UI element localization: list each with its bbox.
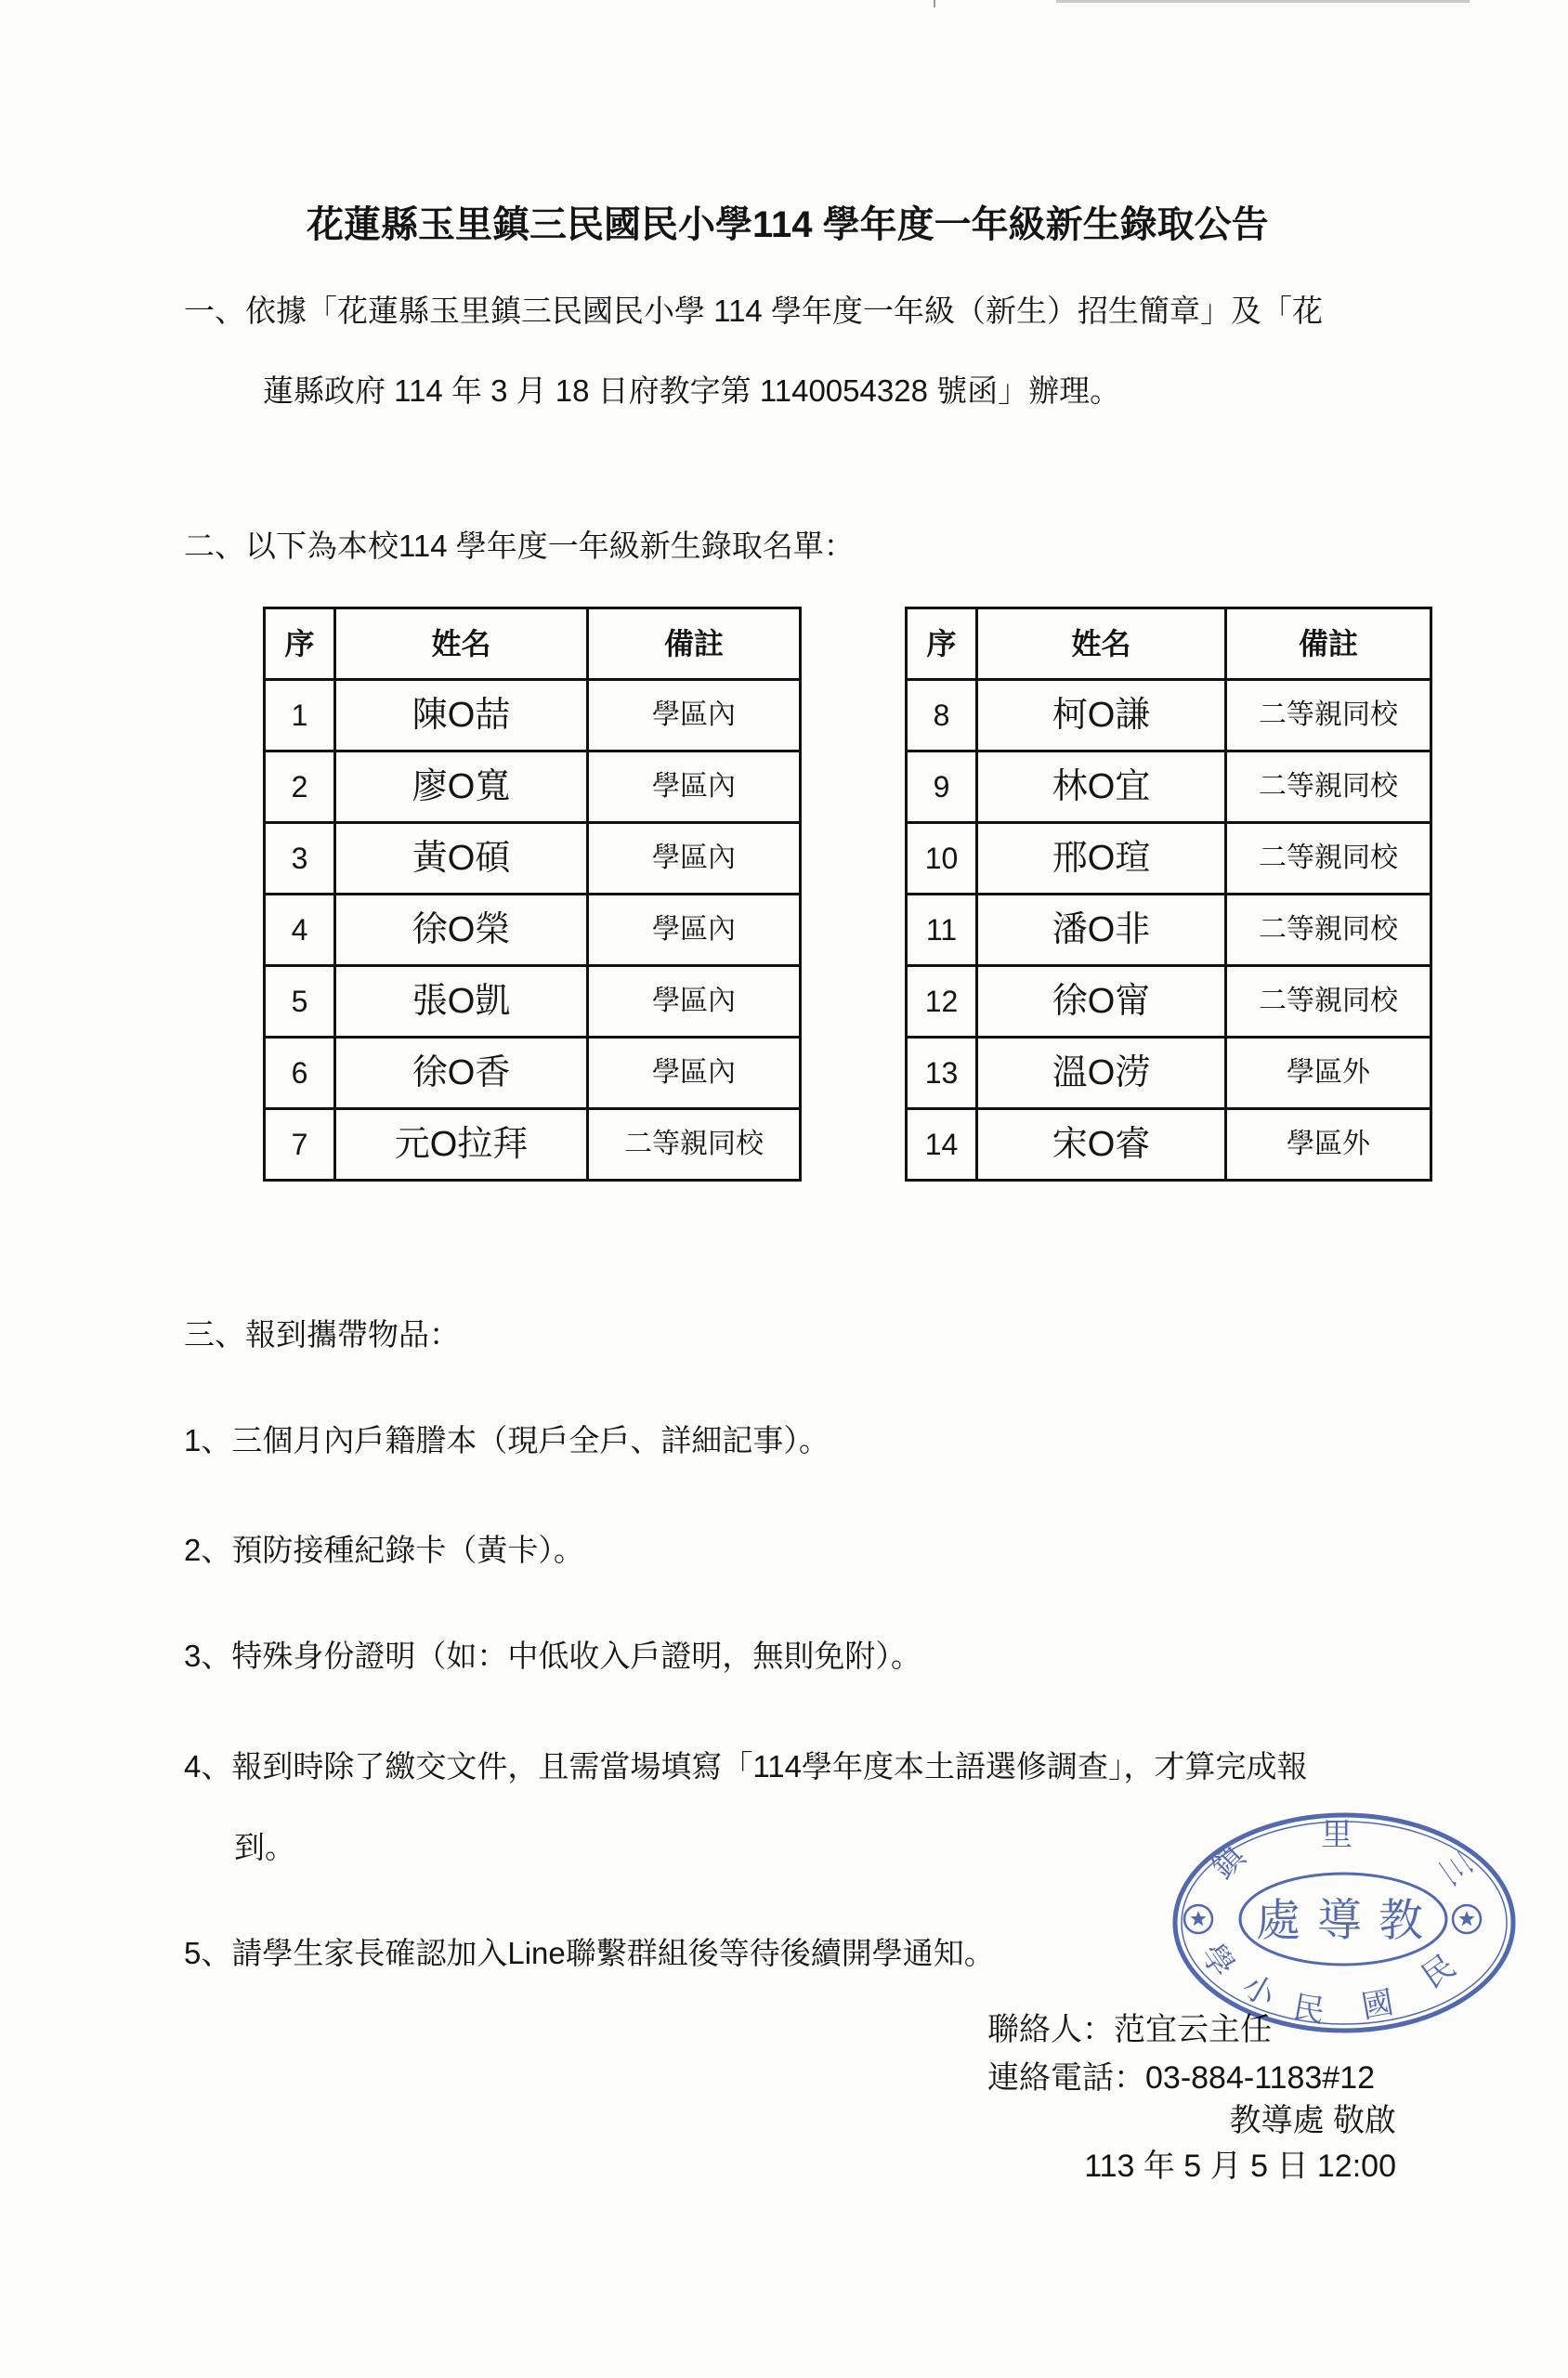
contact-person: 聯絡人：范宜云主任 (987, 2012, 1272, 2047)
admission-table-left (263, 607, 802, 1182)
table-row (265, 1109, 801, 1181)
column-header-note: 備註 (588, 608, 801, 680)
table-header-row (907, 608, 1431, 680)
list-item: 1、三個月內戶籍謄本（現戶全戶、詳細記事）。 (184, 1423, 830, 1457)
seal-center-text: 處導教 (1255, 1896, 1441, 1946)
admission-note-cell: 學區內 (588, 680, 801, 751)
admission-table-right (905, 607, 1432, 1182)
table-row (907, 966, 1431, 1038)
scan-edge-mark (934, 0, 935, 7)
column-header-number: 序 (265, 608, 335, 680)
section2-heading: 二、以下為本校114 學年度一年級新生錄取名單： (184, 529, 855, 563)
student-name-cell: 徐O榮 (335, 895, 588, 966)
student-name-cell: 潘O非 (977, 895, 1226, 966)
admission-note-cell: 二等親同校 (588, 1109, 801, 1181)
admission-note-cell: 學區內 (588, 895, 801, 966)
admission-note-cell: 二等親同校 (1226, 966, 1431, 1038)
student-name-cell: 柯O謙 (977, 680, 1226, 751)
seal-ring-char: 鎮 (1205, 1838, 1253, 1887)
student-name-cell: 宋O睿 (977, 1109, 1226, 1181)
column-header-name: 姓名 (335, 608, 588, 680)
table-row (265, 895, 801, 966)
row-number-cell: 4 (265, 895, 335, 966)
student-name-cell: 邢O瑄 (977, 823, 1226, 895)
section1-line1: 一、依據「花蓮縣玉里鎮三民國民小學 114 學年度一年級（新生）招生簡章」及「花 (184, 294, 1323, 328)
admission-note-cell: 學區內 (588, 966, 801, 1038)
section3-heading: 三、報到攜帶物品： (184, 1317, 460, 1352)
seal-ring-char: 學 (1194, 1938, 1240, 1984)
row-number-cell: 6 (265, 1038, 335, 1109)
list-item: 2、預防接種紀錄卡（黃卡）。 (184, 1533, 584, 1567)
row-number-cell: 5 (265, 966, 335, 1038)
seal-ring-char: 里 (1321, 1818, 1352, 1853)
row-number-cell: 10 (907, 823, 977, 895)
table-row (265, 1038, 801, 1109)
student-name-cell: 廖O寬 (335, 751, 588, 823)
student-name-cell: 溫O涝 (977, 1038, 1226, 1109)
row-number-cell: 7 (265, 1109, 335, 1181)
admission-note-cell: 學區外 (1226, 1038, 1431, 1109)
admission-note-cell: 二等親同校 (1226, 680, 1431, 751)
list-item: 5、請學生家長確認加入Line聯繫群組後等待後續開學通知。 (184, 1936, 995, 1970)
row-number-cell: 9 (907, 751, 977, 823)
admission-note-cell: 學區外 (1226, 1109, 1431, 1181)
seal-emblem-icon (1453, 1905, 1481, 1933)
student-name-cell: 陳O喆 (335, 680, 588, 751)
admission-note-cell: 學區內 (588, 751, 801, 823)
section1-line2: 蓮縣政府 114 年 3 月 18 日府教字第 1140054328 號函」辦理。 (263, 373, 1121, 408)
table-row (907, 751, 1431, 823)
table-row (265, 823, 801, 895)
seal-ring-char: 國 (1359, 1985, 1396, 2026)
row-number-cell: 12 (907, 966, 977, 1038)
table-row (265, 966, 801, 1038)
row-number-cell: 1 (265, 680, 335, 751)
table-row (265, 680, 801, 751)
table-row (907, 680, 1431, 751)
list-item-continuation: 到。 (234, 1830, 295, 1864)
table-row (907, 823, 1431, 895)
row-number-cell: 14 (907, 1109, 977, 1181)
student-name-cell: 黃O碩 (335, 823, 588, 895)
admission-note-cell: 二等親同校 (1226, 823, 1431, 895)
page-title: 花蓮縣玉里鎮三民國民小學114 學年度一年級新生錄取公告 (307, 204, 1269, 245)
table-row (907, 1109, 1431, 1181)
row-number-cell: 3 (265, 823, 335, 895)
seal-ring-char: 民 (1416, 1949, 1462, 1995)
student-name-cell: 元O拉拜 (335, 1109, 588, 1181)
admission-note-cell: 學區內 (588, 1038, 801, 1109)
seal-ring-char: 民 (1290, 1990, 1327, 2031)
seal-ring-char: 三 (1431, 1846, 1478, 1892)
student-name-cell: 徐O香 (335, 1038, 588, 1109)
list-item: 4、報到時除了繳交文件，且需當場填寫「114學年度本土語選修調查」，才算完成報 (184, 1749, 1308, 1784)
row-number-cell: 8 (907, 680, 977, 751)
table-row (907, 895, 1431, 966)
admission-note-cell: 二等親同校 (1226, 751, 1431, 823)
student-name-cell: 張O凱 (335, 966, 588, 1038)
student-name-cell: 徐O甯 (977, 966, 1226, 1038)
seal-emblem-icon (1184, 1905, 1212, 1933)
row-number-cell: 2 (265, 751, 335, 823)
column-header-name: 姓名 (977, 608, 1226, 680)
table-row (907, 1038, 1431, 1109)
issue-date: 113 年 5 月 5 日 12:00 (1084, 2149, 1396, 2184)
student-name-cell: 林O宜 (977, 751, 1226, 823)
school-seal (1166, 1807, 1523, 2039)
column-header-number: 序 (907, 608, 977, 680)
table-header-row (265, 608, 801, 680)
issuing-office: 教導處 敬啟 (1229, 2103, 1396, 2138)
seal-ring-char: 小 (1236, 1968, 1281, 2015)
scan-edge-line (1056, 0, 1470, 3)
table-row (265, 751, 801, 823)
row-number-cell: 11 (907, 895, 977, 966)
row-number-cell: 13 (907, 1038, 977, 1109)
admission-note-cell: 學區內 (588, 823, 801, 895)
list-item: 3、特殊身份證明（如：中低收入戶證明，無則免附）。 (184, 1639, 921, 1673)
contact-phone: 連絡電話：03-884-1183#12 (987, 2060, 1376, 2096)
column-header-note: 備註 (1226, 608, 1431, 680)
admission-note-cell: 二等親同校 (1226, 895, 1431, 966)
